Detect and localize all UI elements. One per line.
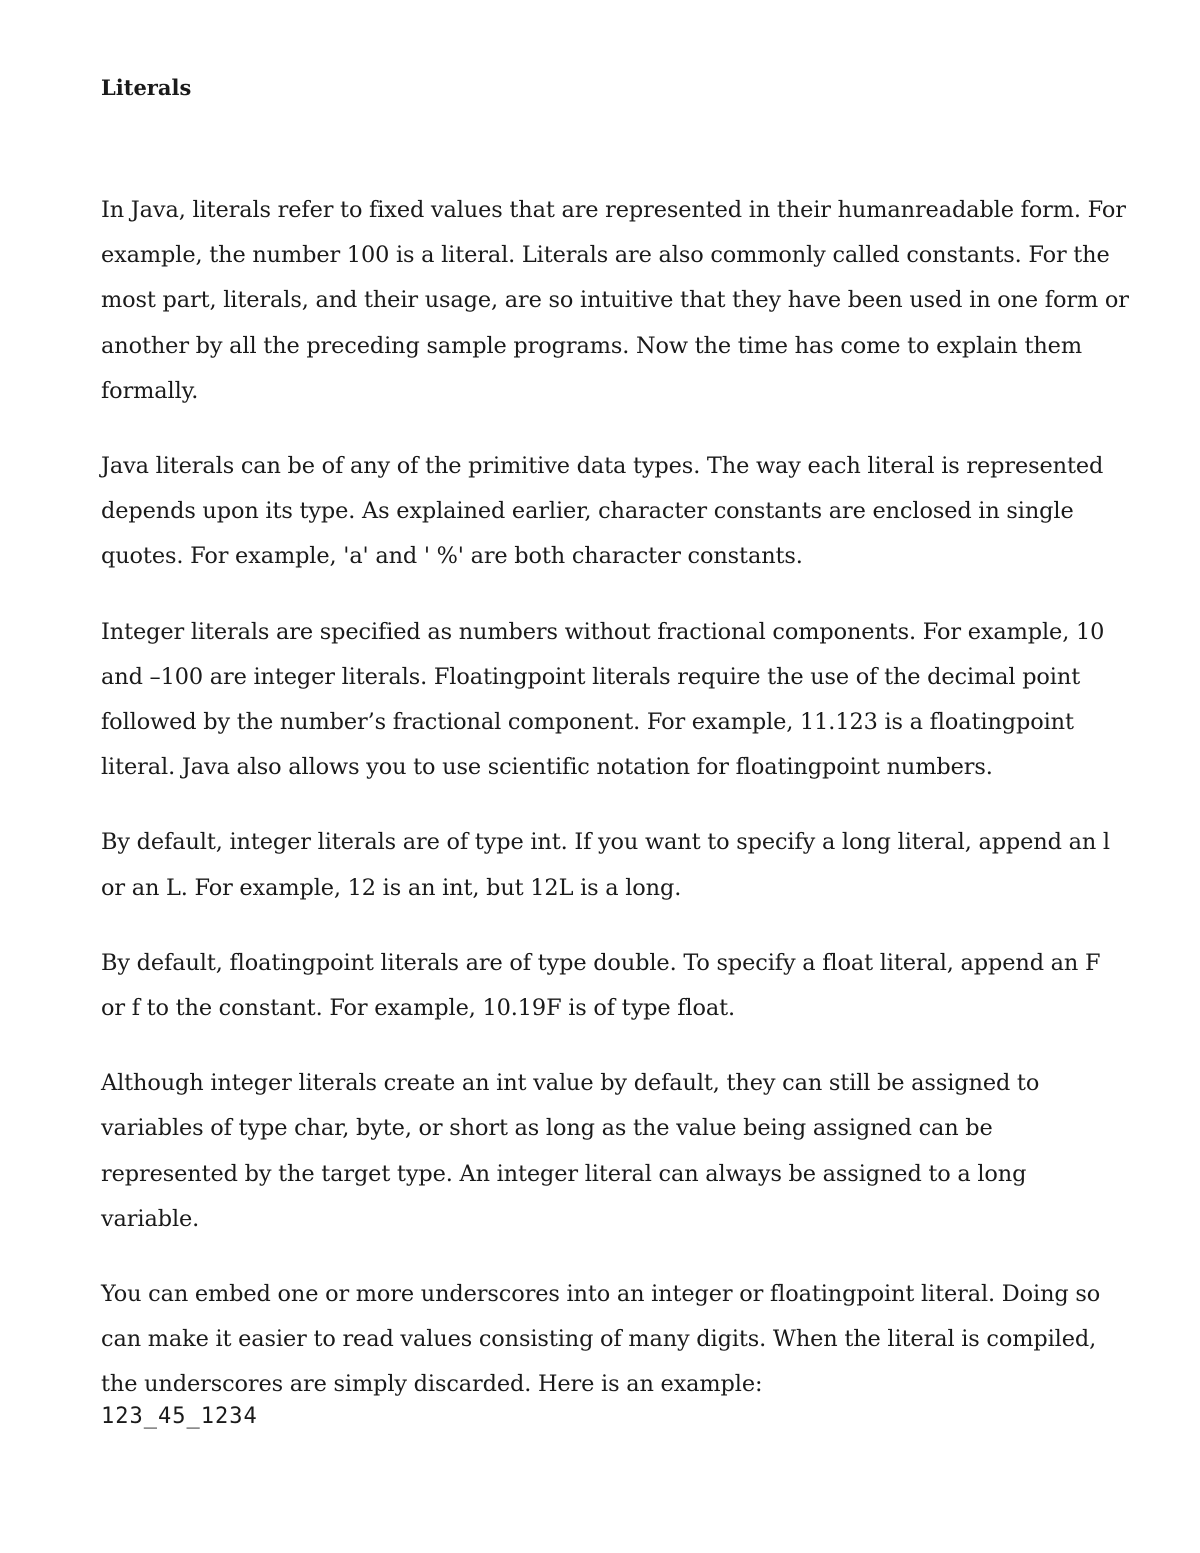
paragraph-integer-floating: Integer literals are specified as numbers without fractional components. For example, 10 and –100 are integer literals. Floatingpoint literals require the use of the decimal point followed by the number’s fractional component. For example, 11.123 is a floatingpoint literal. Java also allows you to use scientific notation for floatingpoint numbers.	[101, 618, 1105, 781]
code-example: 123_45_1234	[101, 1403, 258, 1429]
paragraph-primitive-types: Java literals can be of any of the primitive data types. The way each literal is represented depends upon its type. As explained earlier, character constants are enclosed in single quotes. For example, 'a' and ' %' are both character constants.	[101, 453, 1104, 570]
page-title: Literals	[101, 75, 192, 100]
paragraph-assignment: Although integer literals create an int value by default, they can still be assigned to variables of type char, byte, or short as long as the value being assigned can be represented by the target type. An integer literal can always be assigned to a long variable.	[101, 1070, 1040, 1232]
paragraph-default-int: By default, integer literals are of type int. If you want to specify a long literal, append an l or an L. For example, 12 is an int, but 12L is a long.	[101, 829, 1110, 901]
paragraph-intro: In Java, literals refer to fixed values that are represented in their humanreadable form. For example, the number 100 is a literal. Literals are also commonly called constants. For the most part, literals, and their usage, are so intuitive that they have been used in one form or another by all the preceding sample programs. Now the time has come to explain them formally.	[101, 197, 1129, 404]
document-page	[101, 72, 1131, 1432]
paragraph-underscores: You can embed one or more underscores into an integer or floatingpoint literal. Doing so can make it easier to read values consisting of many digits. When the literal is compiled, the underscores are simply discarded. Here is an example:	[101, 1281, 1101, 1398]
paragraph-default-double: By default, floatingpoint literals are of type double. To specify a float literal, append an F or f to the constant. For example, 10.19F is of type float.	[101, 949, 1101, 1022]
